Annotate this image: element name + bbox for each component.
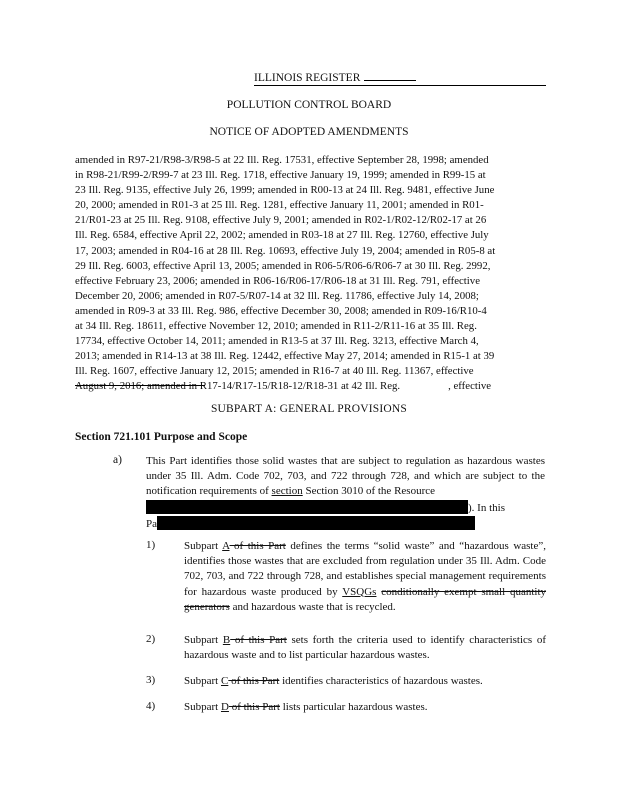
history-line: December 20, 2006; amended in R07-5/R07-14 at 32 Ill. Reg. 11786, effective July 14, 2008; [75,289,479,302]
inserted-text: D [220,701,229,713]
inserted-text: A [222,540,230,552]
redaction-bar [157,516,475,530]
register-title: ILLINOIS REGISTER [254,72,361,84]
item-number: 1) [146,539,156,551]
history-line: at 34 Ill. Reg. 18611, effective November 12, 2010; amended in R11-2/R11-16 at 35 Ill. Reg. [75,320,477,333]
divider-rule [75,385,205,386]
history-line: 17, 2003; amended in R04-16 at 28 Ill. Reg. 10693, effective July 19, 2004; amended in R05-8 at [75,244,496,257]
history-line: amended in R09-3 at 33 Ill. Reg. 986, effective December 30, 2008; amended in R09-16/R10-4 [75,304,487,317]
inserted-text: VSQGs [342,585,377,598]
subpart-title: SUBPART A: GENERAL PROVISIONS [210,403,408,415]
register-header [254,71,546,86]
struck-text: of this Part [228,675,280,687]
inserted-text: C [220,675,229,687]
history-line-last: August 9, 2016; amended in R17-14/R17-15/R18-12/R18-31 at 42 Ill. Reg. , effective [75,380,492,393]
section-heading: Section 721.101 Purpose and Scope [75,431,248,443]
history-line: 29 Ill. Reg. 6003, effective April 13, 2005; amended in R06-5/R06-6/R06-7 at 30 Ill. Reg. 2992, [75,259,491,272]
source-history [75,153,545,395]
struck-text: of this Part [230,634,287,646]
inserted-text: B [222,634,231,646]
history-line: effective February 23, 2006; amended in R06-16/R06-17/R06-18 at 31 Ill. Reg. 791, effective [75,274,480,287]
struck-text: of this Part [228,701,280,713]
list-item: Subpart B of this Part sets forth the criteria used to identify characteristics of hazardous waste and to list particular hazardous wastes. [184,634,546,662]
history-line: Ill. Reg. 1607, effective January 12, 2015; amended in R16-7 at 40 Ill. Reg. 11367, effective [75,365,474,378]
inserted-text: section [271,485,303,498]
list-item: Subpart A of this Part defines the terms “solid waste” and “hazardous waste”, identifies those wastes that are excluded from regulation under 35 Ill. Adm. Code 702, 703, and 722 through 728, and establishes special management requirements for hazardous waste produced by VSQGs conditionally exempt small quantity generators and hazardous waste that is recycled. [184,540,547,613]
history-line: in R98-21/R99-2/R99-7 at 23 Ill. Reg. 1718, effective January 19, 1999; amended in R99-15 at [75,169,486,182]
history-line: 2013; amended in R14-13 at 38 Ill. Reg. 12442, effective May 27, 2014; amended in R15-1 at 39 [75,350,495,363]
para-label: a) [113,454,122,466]
history-line: 21/R01-23 at 25 Ill. Reg. 9108, effective July 9, 2001; amended in R02-1/R02-12/R02-17 at 26 [75,214,487,227]
agency-title: POLLUTION CONTROL BOARD [226,99,392,111]
item-number: 3) [146,674,156,686]
list-item: Subpart D of this Part lists particular hazardous wastes. [184,701,428,713]
item-number: 2) [146,633,156,645]
para-a-text: This Part identifies those solid wastes that are subject to regulation as hazardous wastes under 35 Ill. Adm. Code 702, 703, and 722 through 728, and which are subject to the notification requirements of section Section 3010 of the Resource ). In this Pa [146,455,545,530]
redaction-bar [146,500,468,514]
history-line: Ill. Reg. 6584, effective April 22, 2002; amended in R03-18 at 27 Ill. Reg. 12760, effective July [75,229,489,242]
struck-text: conditionally exempt small quantity generators [184,585,547,613]
history-line: amended in R97-21/R98-3/R98-5 at 22 Ill. Reg. 17531, effective September 28, 1998; amended [75,154,489,166]
struck-text: of this Part [229,540,286,552]
history-line: 17734, effective October 14, 2011; amended in R13-5 at 37 Ill. Reg. 3213, effective March 4, [75,335,479,348]
item-number: 4) [146,700,156,712]
history-line: 23 Ill. Reg. 9135, effective July 26, 1999; amended in R00-13 at 24 Ill. Reg. 9481, effective June [75,184,495,197]
register-blank [364,80,416,81]
notice-title: NOTICE OF ADOPTED AMENDMENTS [209,126,409,138]
list-item: Subpart C of this Part identifies characteristics of hazardous wastes. [184,675,483,687]
history-line: 20, 2000; amended in R01-3 at 25 Ill. Reg. 1281, effective January 11, 2001; amended in R01- [75,199,484,212]
